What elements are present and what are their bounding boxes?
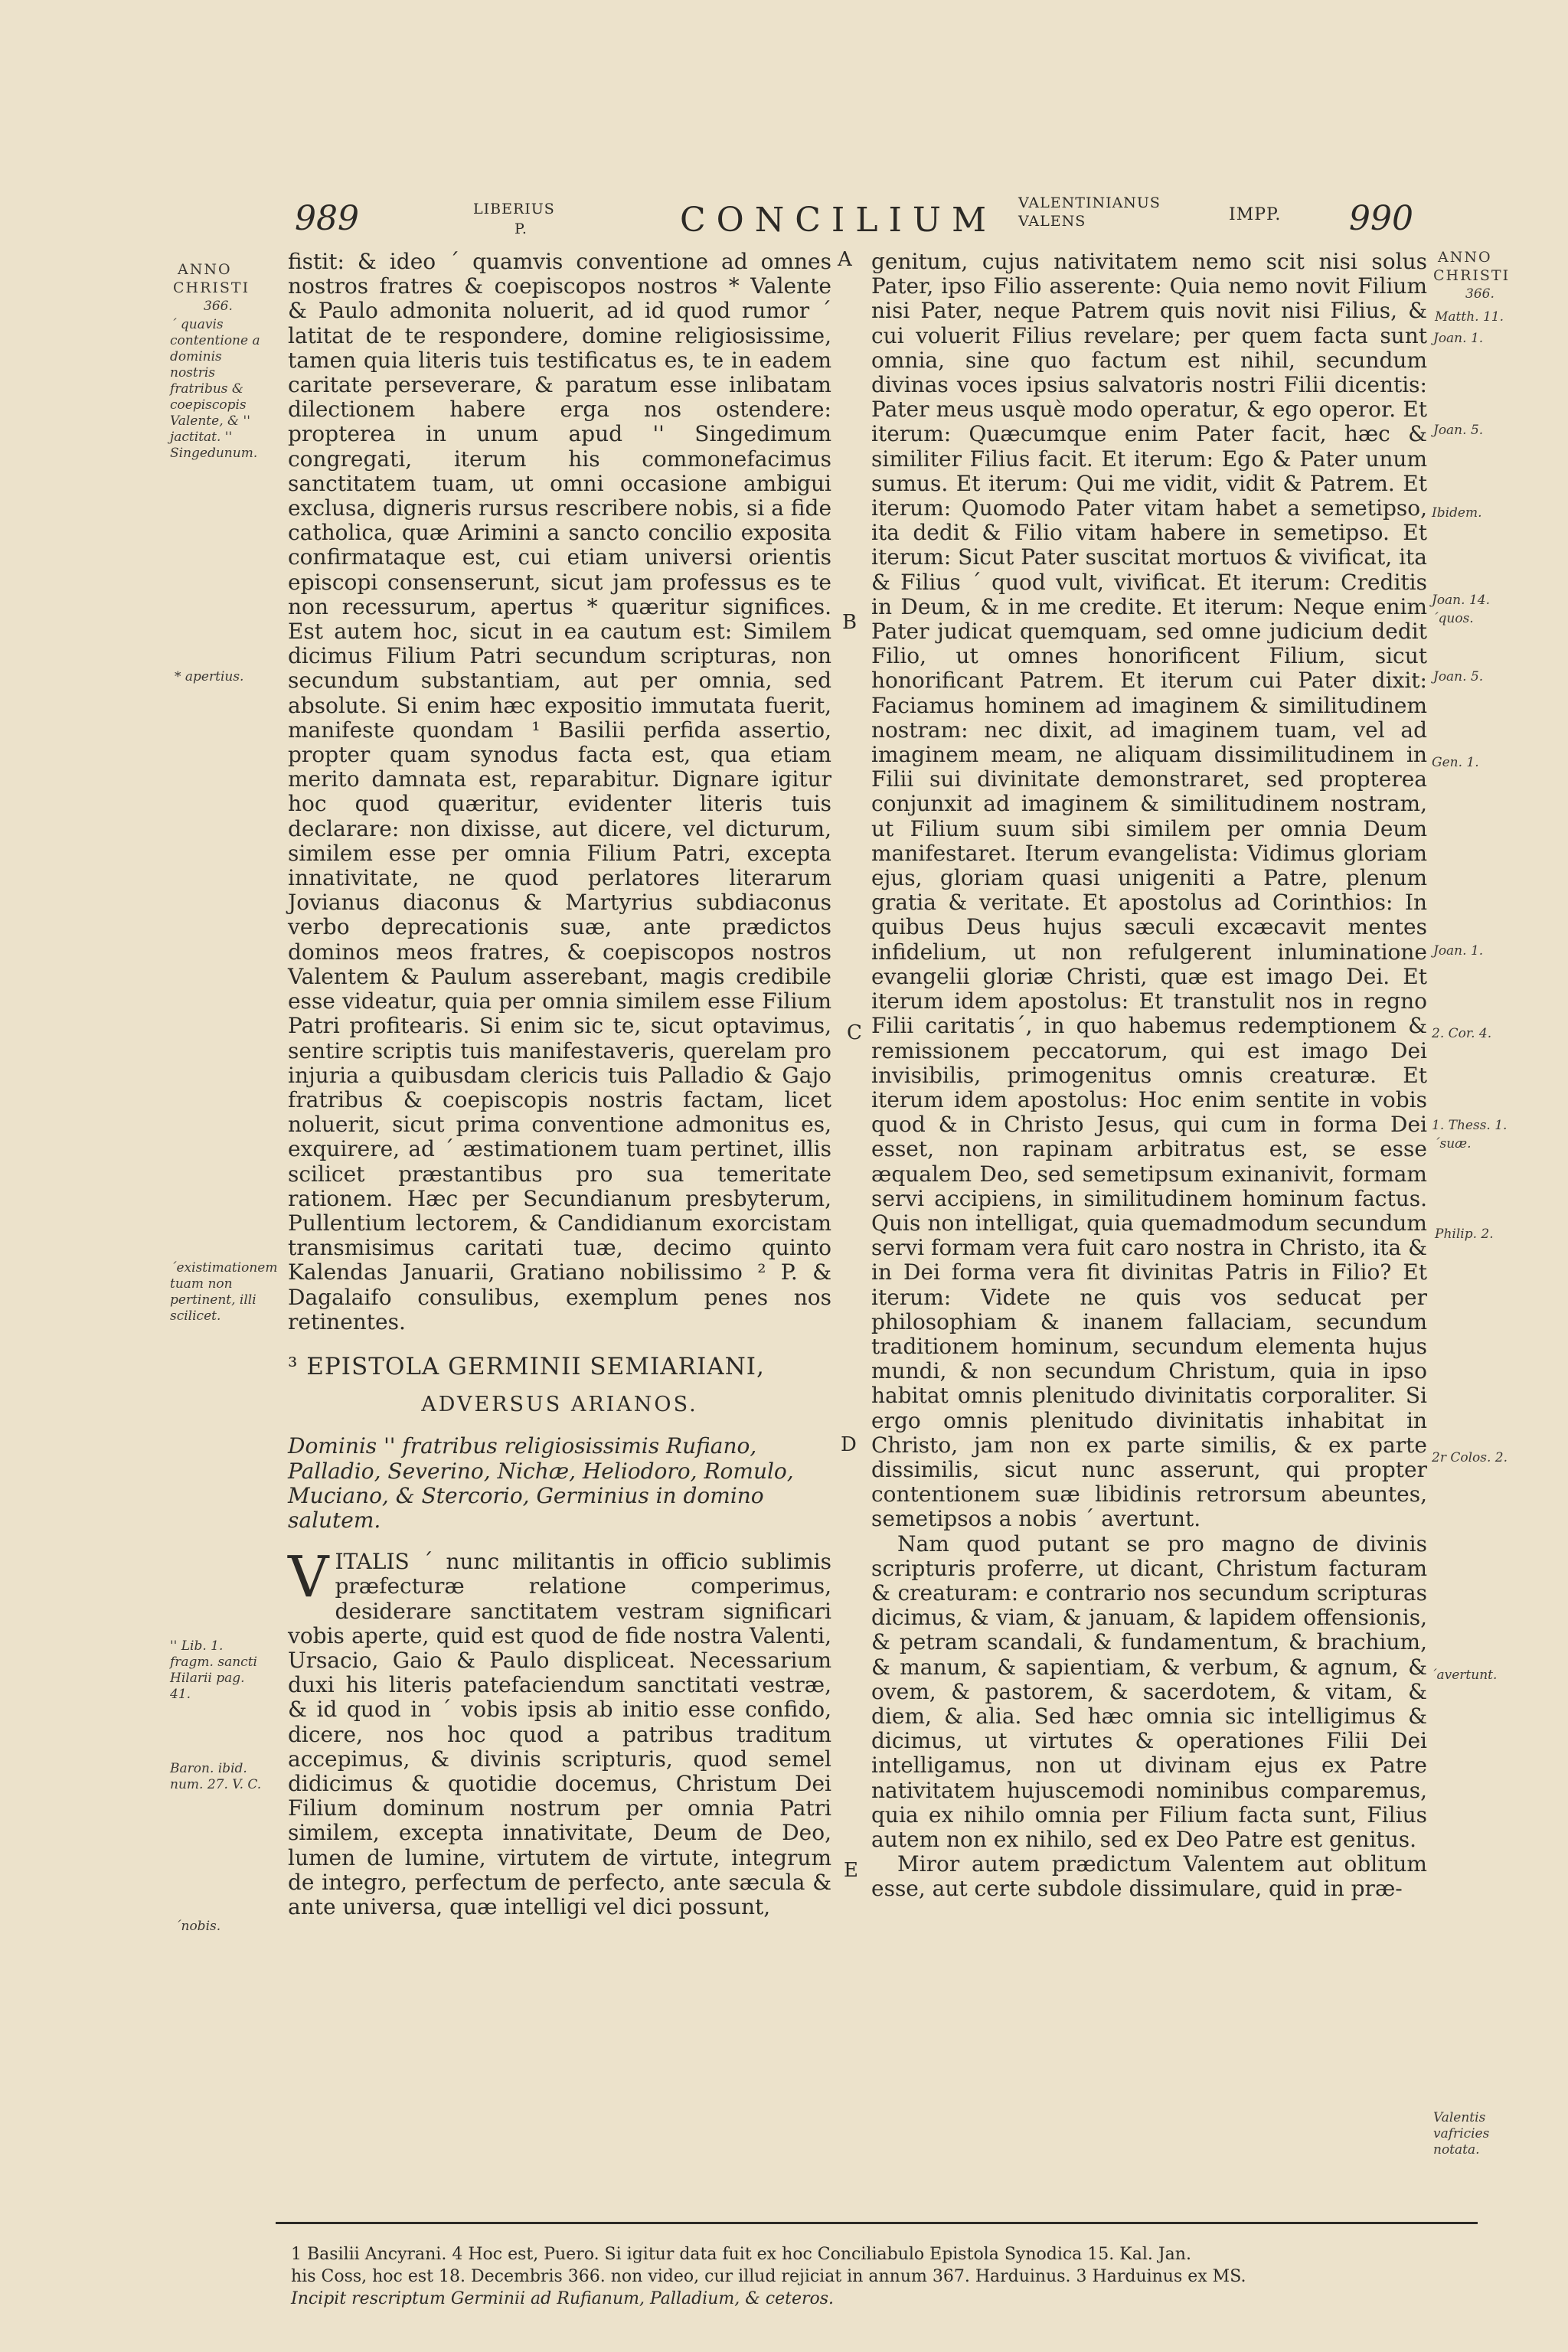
margin-note-5: Baron. ibid. num. 27. V. C. <box>170 1761 262 1792</box>
right-paragraph-2: Nam quod putant se pro magno de divinis scripturis proferre, ut dicant, Christum facturam & creaturam: e contrario nos secundum scripturas dicimus, & viam, & januam, & lapidem offensionis, & petram scandali, & fundamentum, & brachium, & manum, & sapientiam, & verbum, & agnum, & ovem, & pastorem, & sacerdotem, & vitam, & diem, & alia. Sed hæc omnia sic intelligimus & dicimus, ut virtutes & operationes Filii Dei intelligamus, non ut divinam ejus ex Patre nativitatem hujuscemodi nominibus comparemus, quia ex nihilo omnia per Filium facta sunt, Filius autem non ex nihilo, sed ex Deo Patre est genitus. <box>871 1530 1427 1852</box>
footnote-rule <box>276 2222 1478 2224</box>
margin-ref-6: ´quos. <box>1432 611 1474 626</box>
footnote-line-3: Incipit rescriptum Germinii ad Rufianum, Palladium, & ceteros. <box>291 2289 835 2308</box>
right-column <box>871 250 1427 1902</box>
margin-ref-7: Joan. 5. <box>1433 669 1484 684</box>
header-valentinianus: VALENTINIANUS <box>1018 194 1161 211</box>
margin-ref-4: Ibidem. <box>1432 505 1482 521</box>
margin-note-6: ´nobis. <box>175 1919 221 1934</box>
margin-ref-3: Joan. 5. <box>1433 423 1484 438</box>
header-impp: IMPP. <box>1229 205 1282 224</box>
drop-cap: V <box>288 1544 329 1611</box>
margin-ref-12: ´suæ. <box>1433 1136 1472 1152</box>
margin-ref-2: Joan. 1. <box>1433 331 1484 346</box>
margin-note-2: * apertius. <box>175 669 244 684</box>
margin-note-3: ´existimationem tuam non pertinent, illi scilicet. <box>170 1260 278 1324</box>
header-liberius: LIBERIUS <box>473 201 555 217</box>
header-liberius-p: P. <box>514 220 528 237</box>
left-paragraph-1: fistit: & ideo ´ quamvis conventione ad omnes nostros fratres & coepiscopos nostros * Valente & Paulo admonita noluerit, ad id quod rumor ´ latitat de te respondere, domine religiosissime, tamen quia literis tuis testificatus es, te in eadem caritate perseverare, & paratum esse inlibatam dilectionem habere erga nos ostendere: propterea in unum apud '' Singedimum congregati, iterum his commonefacimus sanctitatem tuam, ut omni occasione ambigui exclusa, digneris rursus rescribere nobis, si a fide catholica, quæ Arimini a sancto concilio exposita confirmataque est, cui etiam universi orientis episcopi consenserunt, sicut jam professus es te non recessurum, apertus * quæritur significes. Est autem hoc, sicut in ea cautum est: Similem dicimus Filium Patri secundum scripturas, non secundum substantiam, aut per omnia, sed absolute. Si enim hæc expositio immutata fuerit, manifeste quondam ¹ Basilii perfida assertio, propter quam synodus facta est, qua etiam merito damnata est, reparabitur. Dignare igitur hoc quod quæritur, evidenter literis tuis declarare: non dixisse, aut dicere, vel dicturum, similem esse per omnia Filium Patri, excepta innativitate, ne quod perlatores literarum Jovianus diaconus & Martyrius subdiaconus verbo deprecationis suæ, ante prædictos dominos meos fratres, & coepiscopos nostros Valentem & Paulum asserebant, magis credibile esse videatur, quia per omnia similem esse Filium Patri profitearis. Si enim sic te, sicut optavimus, sentire scriptis tuis manifestaveris, querelam pro injuria a quibusdam clericis tuis Palladio & Gajo fratribus & coepiscopis nostris factam, licet noluerit, sicut prima conventione admonitus es, exquirere, ad ´ æstimationem tuam pertinet, illis scilicet præstantibus pro sua temeritate rationem. Hæc per Secundianum presbyterum, Pullentium lectorem, & Candidianum exorcistam transmisimus caritati tuæ, decimo quinto Kalendas Januarii, Gratiano nobilissimo ² P. & Dagalaifo consulibus, exemplum penes nos retinentes. <box>288 249 832 1334</box>
margin-christi-left: CHRISTI <box>173 279 250 296</box>
epistola-address: Dominis '' fratribus religiosissimis Rufiano, Palladio, Severino, Nichæ, Heliodoro, Romulo, Muciano, & Stercorio, Germinius in domino salutem. <box>288 1433 794 1533</box>
left-paragraph-2 <box>288 1544 831 1919</box>
margin-note-1: ´ quavis contentione a dominis nostris fratribus & coepiscopis Valente, & '' jactitat. '' Singedunum. <box>170 317 260 461</box>
margin-note-4: '' Lib. 1. fragm. sancti Hilarii pag. 41. <box>170 1638 257 1702</box>
margin-anno-left: ANNO <box>178 261 232 278</box>
margin-anno-right: ANNO <box>1438 249 1492 266</box>
section-letter-e: E <box>844 1859 858 1882</box>
page-number-left: 989 <box>295 199 359 238</box>
page-number-right: 990 <box>1349 199 1413 238</box>
margin-ref-8: Gen. 1. <box>1432 755 1479 770</box>
margin-year-left: 366. <box>204 299 233 314</box>
header-title: CONCILIUM <box>680 201 998 240</box>
left-paragraph-2-text: ITALIS ´ nunc militantis in officio sublimis præfecturæ relatione comperimus, desiderare sanctitatem vestram significari vobis aperte, quid est quod de fide nostra Valenti, Ursacio, Gaio & Paulo displiceat. Necessarium duxi his literis patefaciendum sanctitati vestræ, & id quod in ´ vobis ipsis ab initio esse confido, dicere, nos hoc quod a patribus traditum accepimus, & divinis scripturis, quod semel didicimus & quotidie docemus, Christum Dei Filium dominum nostrum per omnia Patri similem, excepta innativitate, Deum de Deo, lumen de lumine, virtutem de virtute, integrum de integro, perfectum de perfecto, ante sæcula & ante universa, quæ intelligi vel dici possunt, <box>288 1549 831 1919</box>
margin-ref-11: 1. Thess. 1. <box>1432 1118 1508 1133</box>
footnote-line-2: his Coss, hoc est 18. Decembris 366. non video, cur illud rejiciat in annum 367. Harduinus. 3 Harduinus ex MS. <box>291 2267 1246 2286</box>
footnotes <box>291 2243 1470 2310</box>
margin-ref-16: Valentis vafricies notata. <box>1433 2110 1490 2158</box>
margin-christi-right: CHRISTI <box>1433 267 1511 284</box>
right-paragraph-1: genitum, cujus nativitatem nemo scit nisi solus Pater, ipso Filio asserente: Quia nemo novit Filium nisi Pater, neque Patrem quis novit nisi Filius, & cui voluerit Filius revelare; per quem facta sunt omnia, sine quo factum est nihil, secundum divinas voces ipsius salvatoris nostri Filii dicentis: Pater meus usquè modo operatur, & ego operor. Et iterum: Quæcumque enim Pater facit, hæc & similiter Filius facit. Et iterum: Ego & Pater unum sumus. Et iterum: Qui me vidit, vidit & Patrem. Et iterum: Quomodo Pater vitam habet a semetipso, ita dedit & Filio vitam habere in semetipso. Et iterum: Sicut Pater suscitat mortuos & vivificat, ita & Filius ´ quod vult, vivificat. Et iterum: Creditis in Deum, & in me credite. Et iterum: Neque enim Pater judicat quemquam, sed omne judicium dedit Filio, ut omnes honorificent Filium, sicut honorificant Patrem. Et iterum cui Pater dixit: Faciamus hominem ad imaginem & similitudinem nostram: nec dixit, ad imaginem tuam, vel ad imaginem meam, ne aliquam dissimilitudinem in Filii sui divinitate demonstraret, sed propterea conjunxit ad imaginem & similitudinem nostram, ut Filium suum sibi similem per omnia Deum manifestaret. Iterum evangelista: Vidimus gloriam ejus, gloriam quasi unigeniti a Patre, plenum gratia & veritate. Et apostolus ad Corinthios: In quibus Deus hujus sæculi excæcavit mentes infidelium, ut non refulgerent inluminatione evangelii gloriæ Christi, quæ est imago Dei. Et iterum idem apostolus: Et transtulit nos in regno Filii caritatis´, in quo habemus redemptionem & remissionem peccatorum, qui est imago Dei invisibilis, primogenitus omnis creaturæ. Et iterum idem apostolus: Hoc enim sentite in vobis quod & in Christo Jesus, qui cum in forma Dei esset, non rapinam arbitratus est, se esse æqualem Deo, sed semetipsum exinanivit, formam servi accipiens, in similitudinem hominum factus. Quis non intelligat, quia quemadmodum secundum servi formam vera fuit caro nostra in Christo, ita & in Dei forma vera fit divinitas Patris in Filio? Et iterum: Videte ne quis vos seducat per philosophiam & inanem fallaciam, secundum traditionem hominum, secundum elementa hujus mundi, & non secundum Christum, quia in ipso habitat omnis plenitudo divinitatis corporaliter. Si ergo omnis plenitudo divinitatis inhabitat in Christo, jam non ex parte similis, & ex parte dissimilis, sicut nunc asserunt, qui propter contentionem suæ libidinis retrorsum abeuntes, semetipsos a nobis ´ avertunt. <box>871 249 1427 1532</box>
section-letter-b: B <box>842 611 858 634</box>
right-paragraph-3: Miror autem prædictum Valentem aut oblitum esse, aut certe subdole dissimulare, quid in præ- <box>871 1851 1427 1902</box>
margin-ref-9: Joan. 1. <box>1433 943 1484 959</box>
header-valens: VALENS <box>1018 213 1086 230</box>
footnote-line-1: 1 Basilii Ancyrani. 4 Hoc est, Puero. Si igitur data fuit ex hoc Conciliabulo Epistola Synodica 15. Kal. Jan. <box>291 2245 1191 2264</box>
margin-ref-5: Joan. 14. <box>1432 593 1490 608</box>
margin-year-right: 366. <box>1465 286 1494 302</box>
section-letter-a: A <box>838 248 852 271</box>
margin-ref-1: Matth. 11. <box>1435 309 1504 325</box>
section-letter-d: D <box>841 1433 857 1456</box>
margin-ref-14: 2r Colos. 2. <box>1432 1450 1508 1465</box>
left-column <box>288 250 831 1919</box>
epistola-subheading: ADVERSUS ARIANOS. <box>421 1393 698 1417</box>
epistola-heading: ³ EPISTOLA GERMINII SEMIARIANI, <box>288 1352 765 1380</box>
section-letter-c: C <box>847 1021 862 1044</box>
margin-ref-10: 2. Cor. 4. <box>1432 1026 1492 1041</box>
margin-ref-15: ´avertunt. <box>1430 1668 1498 1683</box>
margin-ref-13: Philip. 2. <box>1435 1227 1494 1242</box>
